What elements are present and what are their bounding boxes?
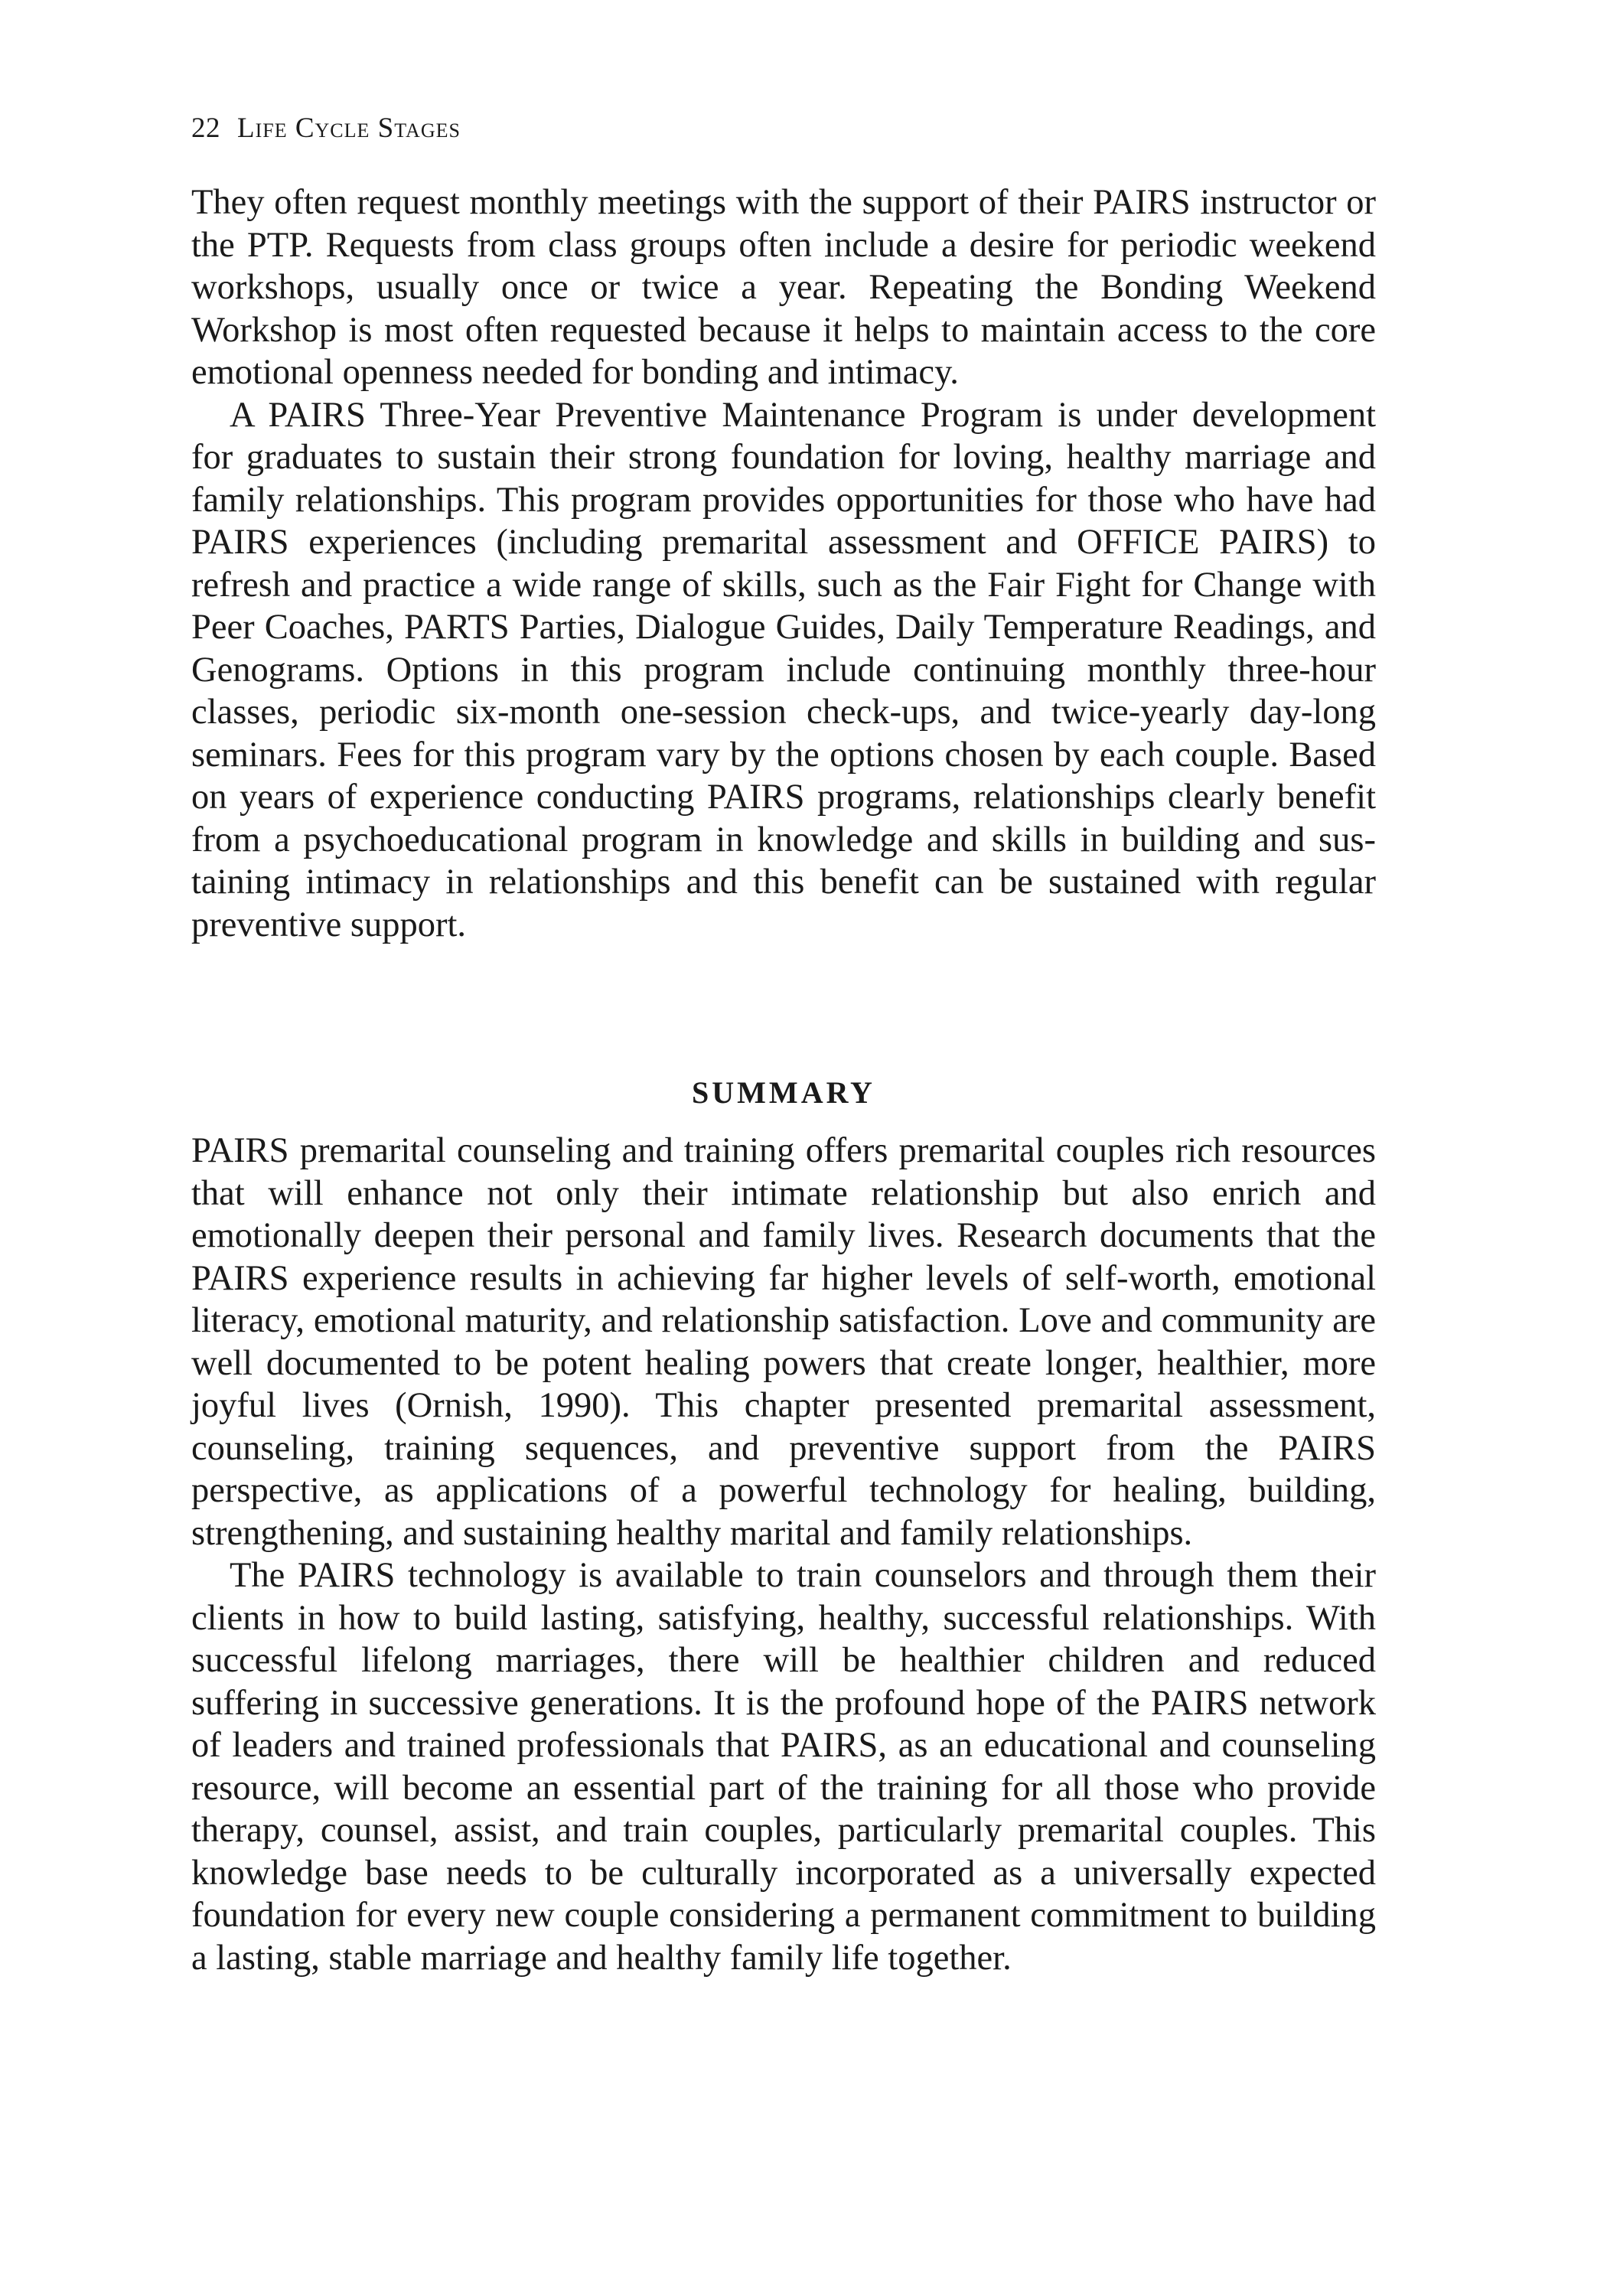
body-paragraph: They often request monthly meetings with the support of their PAIRS instructor or the PTP. Requests from class groups often include a desire for periodic weekend workshops, usually once or twice a year. Repeating the Bonding Weekend Workshop is most often requested because it helps to maintain access to the core emotional openness needed for bonding and intimacy.: [191, 183, 1376, 392]
page-number: 22: [191, 113, 220, 144]
summary-paragraph: PAIRS premarital counseling and training offers premarital couples rich resources that will enhance not only their intimate relationship but also enrich and emotionally deepen their personal and family lives. Research documents that the PAIRS experience results in achieving far higher levels of self-worth, emotional literacy, emotional maturity, and relationship satisfaction. Love and community are well documented to be potent healing powers that create longer, healthier, more joyful lives (Ornish, 1990). This chapter presented premarital assessment, counseling, training sequences, and preventive support from the PAIRS perspective, as applications of a powerful technology for healing, building, strengthening, and sustaining healthy marital and family relationships.: [191, 1131, 1376, 1553]
summary-paragraph: The PAIRS technology is available to train counselors and through them their clients in how to build lasting, satisfying, healthy, successful relationships. With successful lifelong marriages, there will be healthier children and reduced suffering in successive generations. It is the profound hope of the PAIRS network of leaders and trained professionals that PAIRS, as an educational and counseling resource, will become an essential part of the training for all those who provide therapy, counsel, assist, and train couples, particularly premarital couples. This knowledge base needs to be culturally incorporated as a universally expected foundation for every new couple considering a permanent commitment to building a lasting, stable marriage and healthy family life together.: [191, 1556, 1376, 1978]
body-paragraph: A PAIRS Three-Year Preventive Maintenance Program is under development for graduates to sustain their strong foundation for loving, healthy marriage and family relationships. This program provides opportunities for those who have had PAIRS experiences (including premarital assessment and OFFICE PAIRS) to refresh and practice a wide range of skills, such as the Fair Fight for Change with Peer Coaches, PARTS Parties, Dialogue Guides, Daily Temperature Readings, and Genograms. Options in this program include continuing monthly three-hour classes, periodic six-month one-session check-ups, and twice-yearly day-long seminars. Fees for this program vary by the options chosen by each couple. Based on years of experience conducting PAIRS programs, relationships clearly benefit from a psychoeducational program in knowledge and skills in building and sustaining intimacy in relationships and this benefit can be sustained with regular preventive support.: [191, 395, 1376, 944]
section-heading-summary: SUMMARY: [692, 1075, 875, 1110]
running-head-title: Life Cycle Stages: [237, 113, 461, 144]
summary-text: [191, 1130, 1376, 1979]
body-text: [191, 181, 1376, 946]
running-head: [191, 112, 461, 145]
